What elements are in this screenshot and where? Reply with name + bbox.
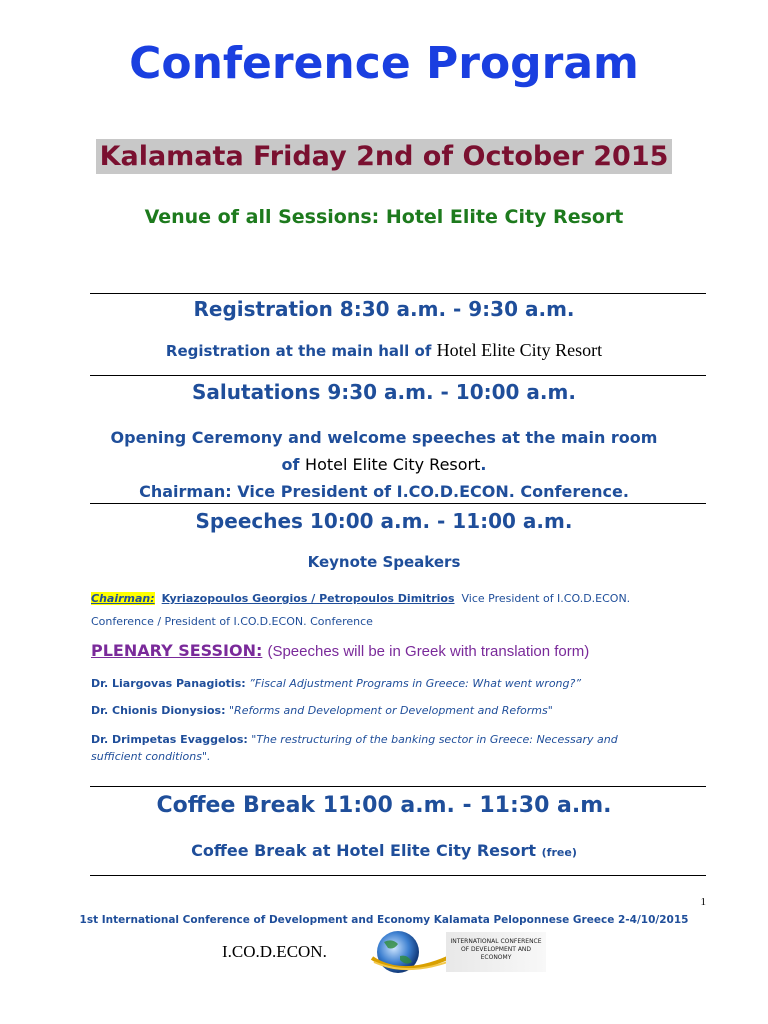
divider (90, 786, 706, 787)
coffee-text: Coffee Break at Hotel Elite City Resort (free) (191, 841, 577, 860)
plenary-note: (Speeches will be in Greek with translation form) (267, 643, 590, 660)
logo-tagline: INTERNATIONAL CONFERENCE OF DEVELOPMENT AND ECONOMY (446, 932, 546, 972)
conference-logo (222, 928, 546, 976)
chairman-block: Chairman: Kyriazopoulos Georgios / Petropoulos Dimitrios Vice President of I.CO.D.ECON. Conference / President of I.CO.D.ECON. Conference (91, 592, 631, 628)
plenary-label: PLENARY SESSION: (91, 641, 263, 660)
salutations-heading: Salutations 9:30 a.m. - 10:00 a.m. (192, 380, 576, 404)
divider (90, 293, 706, 294)
coffee-heading: Coffee Break 11:00 a.m. - 11:30 a.m. (156, 793, 612, 818)
keynote-subheading: Keynote Speakers (307, 553, 461, 571)
page-number: 1 (700, 896, 706, 908)
talk-item: Dr. Liargovas Panagiotis: ”Fiscal Adjustment Programs in Greece: What went wrong?” (91, 677, 582, 690)
page-title: Conference Program (129, 38, 639, 89)
salutations-line2: of Hotel Elite City Resort. (281, 455, 487, 474)
salutations-line1: Opening Ceremony and welcome speeches at the main room (110, 428, 658, 447)
date-banner (0, 139, 768, 174)
talk-item: Dr. Drimpetas Evaggelos: "The restructuring of the banking sector in Greece: Necessary and sufficient conditions". (91, 733, 618, 763)
chairman-label: Chairman: (91, 592, 155, 605)
speeches-heading: Speeches 10:00 a.m. - 11:00 a.m. (195, 509, 573, 533)
registration-text: Registration at the main hall of Hotel Elite City Resort (165, 340, 603, 360)
date-text: Kalamata Friday 2nd of October 2015 (96, 139, 673, 174)
registration-heading: Registration 8:30 a.m. - 9:30 a.m. (193, 297, 575, 321)
talk-item: Dr. Chionis Dionysios: "Reforms and Development or Development and Reforms" (91, 704, 553, 717)
divider (90, 375, 706, 376)
divider (90, 503, 706, 504)
logo-wordmark: I.CO.D.ECON. (222, 942, 327, 961)
plenary-line (91, 641, 711, 660)
divider (90, 875, 706, 876)
venue-line: Venue of all Sessions: Hotel Elite City Resort (144, 206, 624, 228)
chairman-names: Kyriazopoulos Georgios / Petropoulos Dimitrios (161, 592, 455, 605)
salutations-chairman: Chairman: Vice President of I.CO.D.ECON. Conference. (139, 482, 629, 501)
footer-text: 1st International Conference of Development and Economy Kalamata Peloponnese Greece 2-4/10/2015 (79, 914, 689, 926)
